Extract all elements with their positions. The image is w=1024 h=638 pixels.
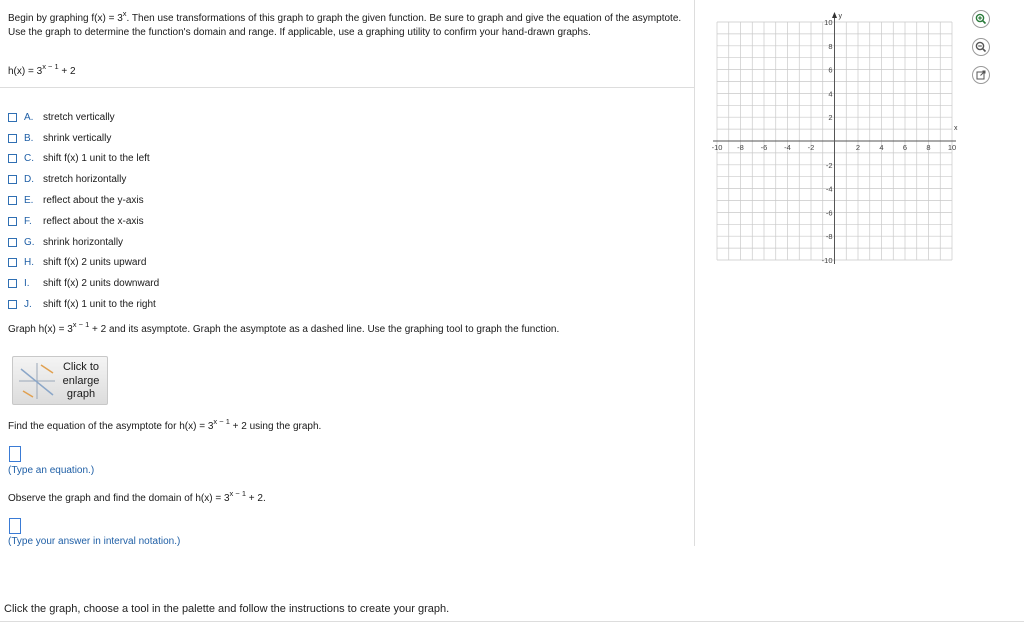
y-axis-label: y <box>838 13 842 20</box>
zoom-out-icon[interactable] <box>972 38 990 56</box>
coordinate-graph[interactable] <box>712 10 962 270</box>
y-tick-label: 6 <box>828 65 833 75</box>
y-tick-label: 2 <box>828 113 833 123</box>
checkbox[interactable] <box>8 258 17 267</box>
y-tick-label: -6 <box>825 208 833 218</box>
checkbox[interactable] <box>8 154 17 163</box>
option-h[interactable]: H. shift f(x) 2 units upward <box>8 253 159 274</box>
x-tick-label: -8 <box>737 143 744 152</box>
x-tick-label: 10 <box>947 143 957 152</box>
domain-question: Observe the graph and find the domain of $h(x) = 3^{x - 1} + 2$. <box>8 489 266 504</box>
option-c[interactable]: C. shift f(x) 1 unit to the left <box>8 149 159 170</box>
y-tick-label: -8 <box>825 232 833 242</box>
x-tick-label: -4 <box>784 143 791 152</box>
option-a[interactable]: A. stretch vertically <box>8 107 159 128</box>
divider <box>0 87 694 88</box>
x-tick-label: 2 <box>855 143 861 152</box>
y-tick-label: 10 <box>824 18 833 27</box>
panel-divider <box>694 0 695 546</box>
checkbox[interactable] <box>8 300 17 309</box>
footer-divider <box>0 621 1024 622</box>
enlarge-graph-button[interactable] <box>12 356 108 405</box>
footer-instruction: Click the graph, choose a tool in the palette and follow the instructions to create your graph. <box>4 603 450 615</box>
checkbox[interactable] <box>8 175 17 184</box>
x-tick-label: 6 <box>902 143 908 152</box>
transformation-options <box>8 107 159 315</box>
option-i[interactable]: I. shift f(x) 2 units downward <box>8 273 159 294</box>
x-axis-label: x <box>954 125 958 132</box>
option-d[interactable]: D. stretch horizontally <box>8 169 159 190</box>
option-f[interactable]: F. reflect about the x-axis <box>8 211 159 232</box>
checkbox[interactable] <box>8 238 17 247</box>
checkbox[interactable] <box>8 279 17 288</box>
domain-hint-clip <box>0 536 694 546</box>
option-j[interactable]: J. shift f(x) 1 unit to the right <box>8 294 159 315</box>
y-tick-label: 8 <box>828 41 833 51</box>
x-tick-label: 8 <box>926 143 931 152</box>
x-tick-label: -6 <box>760 143 768 152</box>
popout-icon[interactable] <box>972 66 990 84</box>
y-tick-label: 4 <box>828 89 833 99</box>
function-label: $h(x) = 3^{x - 1} + 2$ <box>8 62 76 77</box>
checkbox[interactable] <box>8 134 17 143</box>
domain-hint: (Type your answer in interval notation.) <box>8 536 181 546</box>
y-tick-label: -4 <box>825 184 833 194</box>
x-tick-label: 4 <box>879 143 884 152</box>
checkbox[interactable] <box>8 217 17 226</box>
option-g[interactable]: G. shrink horizontally <box>8 232 159 253</box>
graph-instruction: Graph $h(x) = 3^{x - 1} + 2$ and its asymptote. Graph the asymptote as a dashed line. Use the graphing tool to graph the function. <box>8 320 560 335</box>
enlarge-label: Click to enlarge graph <box>62 361 100 400</box>
x-tick-label: -2 <box>807 143 815 152</box>
domain-answer-input[interactable] <box>9 518 21 534</box>
graph-axes <box>713 12 956 264</box>
graph-thumbnail-icon <box>17 361 57 401</box>
checkbox[interactable] <box>8 196 17 205</box>
y-axis-arrow <box>832 12 837 18</box>
asymptote-answer-input[interactable] <box>9 446 21 462</box>
zoom-in-icon[interactable] <box>972 10 990 28</box>
asymptote-question: Find the equation of the asymptote for $h(x) = 3^{x - 1} + 2$ using the graph. <box>8 417 322 432</box>
y-tick-label: -10 <box>821 256 833 265</box>
option-b[interactable]: B. shrink vertically <box>8 128 159 149</box>
option-e[interactable]: E. reflect about the y-axis <box>8 190 159 211</box>
asymptote-hint: (Type an equation.) <box>8 465 95 476</box>
y-tick-label: -2 <box>825 160 833 170</box>
question-text: Begin by graphing $f(x) = 3^x$. Then use transformations of this graph to graph the given function. Be sure to graph and give the equation of the asymptote. Use the graph to determine the function's domain and range. If applicable, use a graphing utility to confirm your hand-drawn graphs. <box>8 9 682 38</box>
x-tick-label: -10 <box>712 143 723 152</box>
checkbox[interactable] <box>8 113 17 122</box>
